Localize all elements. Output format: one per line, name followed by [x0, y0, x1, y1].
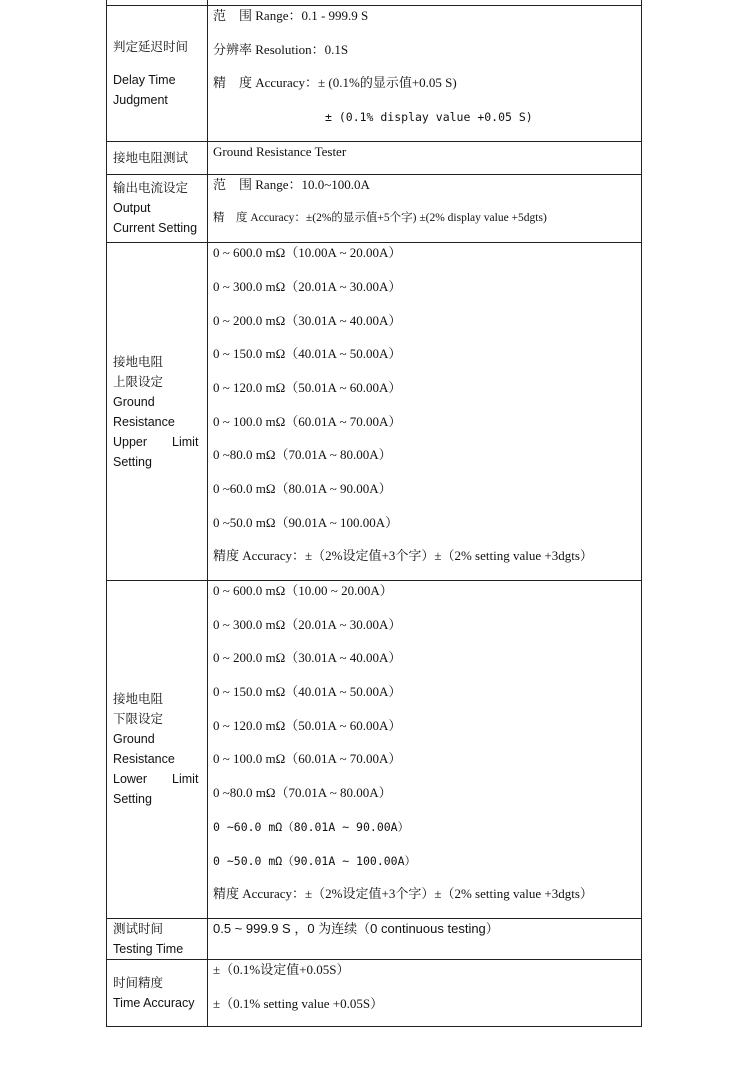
table-row-testing-time [107, 918, 642, 959]
lower-range-3: 0 ~ 200.0 mΩ（30.01A ~ 40.00A） [213, 650, 402, 666]
output-accuracy: 精 度 Accuracy：±(2%的显示值+5个字) ±(2% display value +5dgts) [213, 212, 547, 225]
table-row-ground [107, 141, 642, 174]
delay-label-cell [107, 6, 208, 142]
delay-label-en-1: Delay Time [113, 72, 176, 87]
test-time-label-cell [107, 918, 208, 959]
time-acc-line-2: ±（0.1% setting value +0.05S） [213, 995, 384, 1011]
output-label-cell [107, 174, 208, 242]
table-row-delay [107, 6, 642, 142]
lower-range-5: 0 ~ 120.0 mΩ（50.01A ~ 60.00A） [213, 717, 402, 733]
lower-label-cell [107, 581, 208, 919]
upper-range-6: 0 ~ 100.0 mΩ（60.01A ~ 70.00A） [213, 413, 402, 429]
delay-resolution: 分辨率 Resolution：0.1S [213, 41, 349, 57]
time-acc-label-en: Time Accuracy [113, 995, 195, 1010]
lower-label-zh-1: 接地电阻 [113, 691, 164, 707]
delay-label-zh: 判定延迟时间 [113, 38, 189, 54]
table-row-upper-limit [107, 243, 642, 581]
lower-range-6: 0 ~ 100.0 mΩ（60.01A ~ 70.00A） [213, 751, 402, 767]
upper-range-3: 0 ~ 200.0 mΩ（30.01A ~ 40.00A） [213, 312, 402, 328]
output-content-cell [208, 174, 642, 242]
ground-content-cell [208, 141, 642, 174]
ground-title: Ground Resistance Tester [213, 143, 347, 159]
upper-label-en-3: Upper Limit [113, 434, 199, 449]
lower-label-en-4: Setting [113, 792, 152, 807]
delay-accuracy-en: ± (0.1% display value +0.05 S) [325, 110, 533, 125]
upper-range-5: 0 ~ 120.0 mΩ（50.01A ~ 60.00A） [213, 379, 402, 395]
time-acc-label-cell [107, 959, 208, 1026]
delay-accuracy: 精 度 Accuracy：± (0.1%的显示值+0.05 S) [213, 75, 457, 91]
test-time-label-zh: 测试时间 [113, 920, 164, 936]
lower-label-en-3: Lower Limit [113, 772, 199, 787]
lower-label-zh-2: 下限设定 [113, 711, 164, 727]
lower-label-en-2: Resistance [113, 752, 175, 767]
test-time-content-cell [208, 918, 642, 959]
lower-range-2: 0 ~ 300.0 mΩ（20.01A ~ 30.00A） [213, 616, 402, 632]
test-time-label-en: Testing Time [113, 941, 184, 956]
upper-label-en-2: Resistance [113, 414, 175, 429]
lower-range-9: 0 ~50.0 mΩ（90.01A ~ 100.00A） [213, 853, 417, 868]
upper-range-2: 0 ~ 300.0 mΩ（20.01A ~ 30.00A） [213, 278, 402, 294]
upper-content-cell [208, 243, 642, 581]
lower-content-cell [208, 581, 642, 919]
time-acc-line-1: ±（0.1%设定值+0.05S） [213, 961, 350, 977]
upper-label-en-1: Ground [113, 394, 155, 409]
ground-label-zh: 接地电阻测试 [113, 149, 189, 165]
lower-label-en-1: Ground [113, 732, 155, 747]
delay-label-en-2: Judgment [113, 92, 168, 107]
lower-range-1: 0 ~ 600.0 mΩ（10.00 ~ 20.00A） [213, 583, 393, 598]
upper-label-zh-1: 接地电阻 [113, 353, 164, 369]
output-range: 范 围 Range：10.0~100.0A [213, 176, 370, 192]
upper-range-9: 0 ~50.0 mΩ（90.01A ~ 100.00A） [213, 514, 399, 530]
upper-accuracy: 精度 Accuracy：±（2%设定值+3个字）±（2% setting value +3dgts） [213, 548, 593, 564]
lower-accuracy: 精度 Accuracy：±（2%设定值+3个字）±（2% setting value +3dgts） [213, 886, 593, 902]
delay-range: 范 围 Range：0.1 - 999.9 S [213, 8, 369, 23]
spec-table [106, 0, 642, 1027]
upper-range-8: 0 ~60.0 mΩ（80.01A ~ 90.00A） [213, 480, 392, 496]
output-label-en-2: Current Setting [113, 221, 198, 236]
upper-range-4: 0 ~ 150.0 mΩ（40.01A ~ 50.00A） [213, 346, 402, 362]
upper-range-1: 0 ~ 600.0 mΩ（10.00A ~ 20.00A） [213, 245, 402, 261]
upper-range-7: 0 ~80.0 mΩ（70.01A ~ 80.00A） [213, 447, 392, 463]
lower-range-8: 0 ~60.0 mΩ（80.01A ~ 90.00A） [213, 819, 410, 834]
upper-label-en-4: Setting [113, 454, 152, 469]
upper-label-zh-2: 上限设定 [113, 373, 164, 389]
lower-range-4: 0 ~ 150.0 mΩ（40.01A ~ 50.00A） [213, 684, 402, 700]
table-row-lower-limit [107, 581, 642, 919]
time-acc-content-cell [208, 959, 642, 1026]
delay-content-cell [208, 6, 642, 142]
ground-label-cell [107, 141, 208, 174]
upper-label-cell [107, 243, 208, 581]
table-row-time-accuracy [107, 959, 642, 1026]
lower-range-7: 0 ~80.0 mΩ（70.01A ~ 80.00A） [213, 785, 392, 801]
output-label-zh: 输出电流设定 [113, 180, 189, 196]
time-acc-label-zh: 时间精度 [113, 974, 164, 990]
test-time-value: 0.5 ~ 999.9 S ，0 为连续（0 continuous testing） [213, 920, 499, 936]
table-row-output [107, 174, 642, 242]
output-label-en-1: Output [113, 201, 151, 216]
